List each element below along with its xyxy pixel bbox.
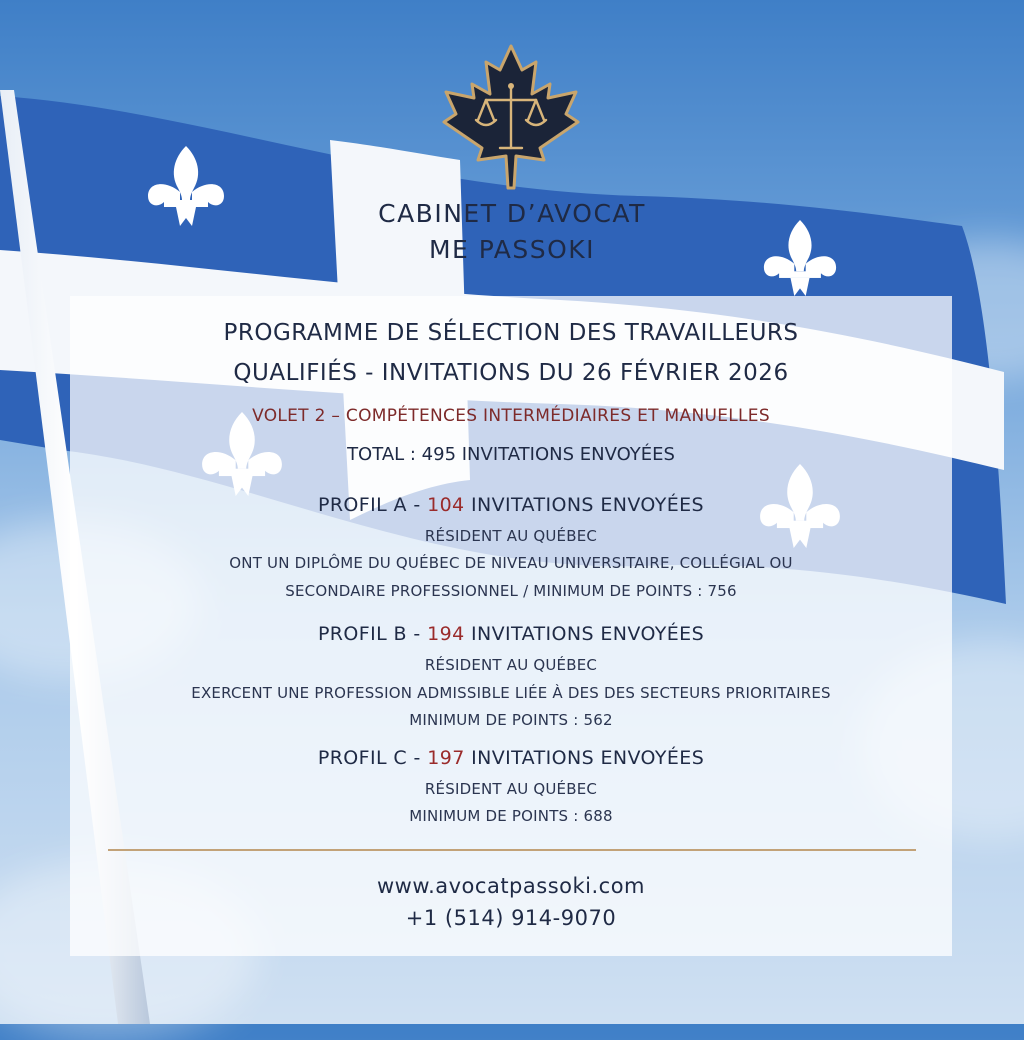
profile-b-line: MINIMUM DE POINTS : 562 [409,711,613,729]
profile-b-line: EXERCENT UNE PROFESSION ADMISSIBLE LIÉE À DES DES SECTEURS PRIORITAIRES [191,684,831,702]
total-invitations: TOTAL : 495 INVITATIONS ENVOYÉES [347,444,675,465]
volet-subtitle: VOLET 2 – COMPÉTENCES INTERMÉDIAIRES ET MANUELLES [252,406,770,426]
profile-a-prefix: PROFIL A - [317,494,428,516]
profile-c-count: 197 [427,747,465,769]
profile-b-suffix: INVITATIONS ENVOYÉES [464,623,705,645]
profile-c-line: RÉSIDENT AU QUÉBEC [424,780,598,798]
info-content [70,296,952,956]
profile-b-line: RÉSIDENT AU QUÉBEC [424,656,598,674]
profile-b-heading [70,623,952,645]
profile-a-suffix: INVITATIONS ENVOYÉES [464,494,705,516]
profile-c-suffix: INVITATIONS ENVOYÉES [464,747,705,769]
maple-leaf-scales-of-justice-icon [436,40,586,190]
profile-a-line: RÉSIDENT AU QUÉBEC [424,527,598,545]
firm-name-line1: CABINET D’AVOCAT [378,199,646,228]
phone-number[interactable]: +1 (514) 914-9070 [405,906,617,930]
profile-c-line: MINIMUM DE POINTS : 688 [409,807,613,825]
profile-a-line: ONT UN DIPLÔME DU QUÉBEC DE NIVEAU UNIVERSITAIRE, COLLÉGIAL OU [229,554,793,572]
firm-name [300,196,724,268]
website-link[interactable]: www.avocatpassoki.com [376,874,646,898]
divider [108,849,916,851]
profile-a-count: 104 [427,494,465,516]
program-title-line1: PROGRAMME DE SÉLECTION DES TRAVAILLEURS [223,320,799,346]
profile-b-prefix: PROFIL B - [317,623,428,645]
profile-a-line: SECONDAIRE PROFESSIONNEL / MINIMUM DE POINTS : 756 [285,582,737,600]
firm-name-line2: ME PASSOKI [428,235,596,264]
profile-c-prefix: PROFIL C - [317,747,428,769]
profile-c-heading [70,747,952,769]
profile-b-count: 194 [427,623,465,645]
profile-a-heading [70,494,952,516]
program-title-line2: QUALIFIÉS - INVITATIONS DU 26 FÉVRIER 2026 [233,360,789,386]
